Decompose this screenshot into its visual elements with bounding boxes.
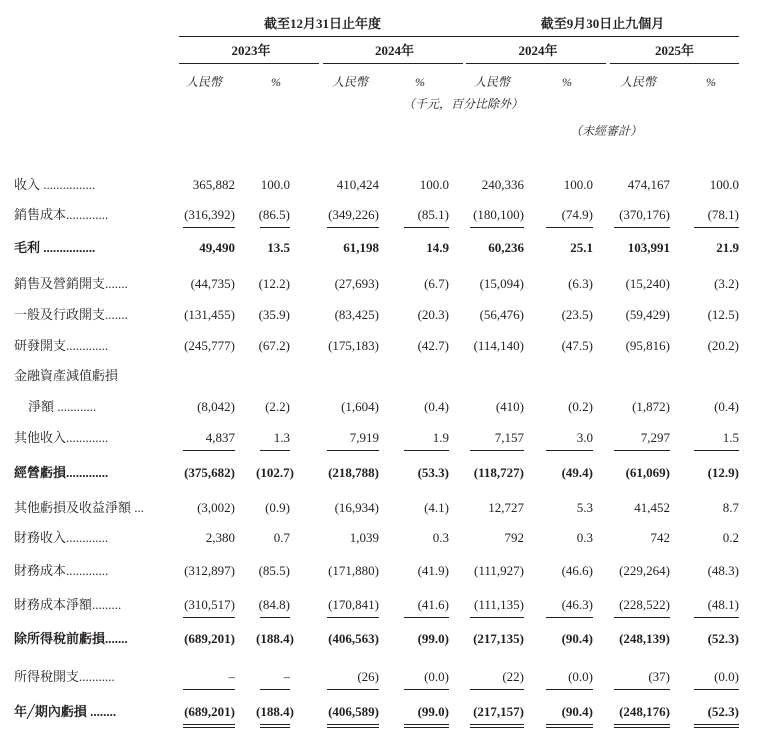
amount-cell: 60,236: [488, 240, 524, 255]
amount-cell: (171,880): [328, 563, 379, 578]
subtotal-rule: [694, 450, 739, 451]
row-label: 銷售及營銷開支.......: [14, 276, 128, 291]
subtotal-rule: [694, 617, 739, 618]
percent-cell: (0.0): [568, 669, 593, 684]
year-underline-2023: [179, 63, 319, 64]
percent-cell: 100.0: [419, 177, 449, 192]
amount-cell: (95,816): [625, 338, 670, 353]
percent-cell: (48.3): [707, 563, 739, 578]
subtotal-rule: [404, 689, 449, 690]
subtotal-rule: [183, 689, 235, 690]
subtotal-rule: [694, 689, 739, 690]
percent-cell: (90.4): [561, 631, 593, 646]
row-label-continued: 淨額 ............: [28, 399, 97, 414]
percent-cell: (0.4): [714, 399, 739, 414]
percent-cell: 21.9: [716, 240, 739, 255]
percent-cell: (41.6): [417, 597, 449, 612]
total-double-rule: [470, 724, 524, 728]
percent-cell: (12.5): [707, 307, 739, 322]
unit-note: （千元，百分比除外）: [403, 97, 524, 111]
total-double-rule: [183, 724, 235, 728]
percent-cell: (4.1): [424, 500, 449, 515]
percent-cell: (23.5): [561, 307, 593, 322]
amount-cell: (111,135): [474, 597, 524, 612]
percent-cell: (46.6): [561, 563, 593, 578]
percent-cell: (46.3): [561, 597, 593, 612]
amount-cell: (218,788): [328, 465, 379, 480]
row-label: 財務成本淨額.........: [14, 597, 122, 612]
percent-cell: 1.9: [432, 430, 449, 445]
currency-label-1: 人民幣: [186, 75, 223, 89]
subtotal-rule: [404, 617, 449, 618]
percent-cell: (85.5): [258, 563, 290, 578]
amount-cell: (310,517): [184, 597, 235, 612]
amount-cell: (175,183): [328, 338, 379, 353]
amount-cell: (370,176): [619, 207, 670, 222]
row-label: 收入 ................: [14, 177, 96, 192]
unaudited-note: （未經審計）: [570, 124, 643, 138]
amount-cell: 1,039: [349, 530, 379, 545]
amount-cell: 12,727: [488, 500, 524, 515]
percent-cell: (0.0): [714, 669, 739, 684]
percent-cell: (0.2): [568, 399, 593, 414]
amount-cell: (118,727): [473, 465, 524, 480]
group-underline-nine-months: [466, 36, 739, 37]
amount-cell: 474,167: [627, 177, 670, 192]
total-double-rule: [546, 724, 593, 728]
percent-cell: 8.7: [722, 500, 739, 515]
percent-cell: 14.9: [426, 240, 449, 255]
percent-cell: –: [283, 669, 290, 684]
percent-cell: 0.2: [722, 530, 739, 545]
total-double-rule: [327, 724, 379, 728]
subtotal-rule: [260, 617, 290, 618]
percent-label-4: %: [706, 75, 716, 89]
subtotal-rule: [546, 450, 593, 451]
amount-cell: (59,429): [625, 307, 670, 322]
amount-cell: 7,157: [494, 430, 524, 445]
subtotal-rule: [546, 617, 593, 618]
amount-cell: (217,157): [473, 704, 524, 719]
amount-cell: (689,201): [184, 704, 235, 719]
amount-cell: (312,897): [184, 563, 235, 578]
subtotal-rule: [327, 689, 379, 690]
row-label: 所得稅開支...........: [14, 669, 115, 684]
percent-cell: (12.9): [707, 465, 739, 480]
percent-label-1: %: [271, 75, 281, 89]
amount-cell: (349,226): [328, 207, 379, 222]
percent-label-2: %: [415, 75, 425, 89]
amount-cell: (229,264): [619, 563, 670, 578]
amount-cell: (1,872): [632, 399, 670, 414]
amount-cell: 4,837: [205, 430, 235, 445]
subtotal-rule: [470, 689, 524, 690]
year-header-2023: 2023年: [231, 43, 271, 58]
percent-cell: (188.4): [256, 631, 294, 646]
total-double-rule: [404, 724, 449, 728]
subtotal-rule: [260, 450, 290, 451]
amount-cell: (16,934): [334, 500, 379, 515]
percent-cell: (52.3): [707, 631, 739, 646]
amount-cell: (406,589): [328, 704, 379, 719]
period-underline-2024: [466, 63, 606, 64]
amount-cell: (180,100): [473, 207, 524, 222]
percent-cell: (6.7): [424, 276, 449, 291]
percent-cell: (20.3): [417, 307, 449, 322]
subtotal-rule: [470, 617, 524, 618]
amount-cell: (316,392): [184, 207, 235, 222]
amount-cell: 742: [650, 530, 670, 545]
amount-cell: 103,991: [627, 240, 670, 255]
subtotal-rule: [260, 689, 290, 690]
amount-cell: (8,042): [197, 399, 235, 414]
subtotal-rule: [404, 227, 449, 228]
percent-cell: (6.3): [568, 276, 593, 291]
subtotal-rule: [183, 617, 235, 618]
subtotal-rule: [183, 227, 235, 228]
period-header-2025: 2025年: [654, 43, 694, 58]
percent-cell: 100.0: [260, 177, 290, 192]
year-underline-2024: [323, 63, 463, 64]
percent-cell: (47.5): [561, 338, 593, 353]
percent-cell: (78.1): [707, 207, 739, 222]
amount-cell: (375,682): [184, 465, 235, 480]
amount-cell: (15,240): [625, 276, 670, 291]
row-label: 銷售成本.............: [14, 207, 109, 222]
percent-cell: (2.2): [265, 399, 290, 414]
percent-cell: 100.0: [563, 177, 593, 192]
period-underline-2025: [610, 63, 739, 64]
amount-cell: 7,919: [349, 430, 379, 445]
subtotal-rule: [614, 227, 670, 228]
percent-cell: (102.7): [256, 465, 294, 480]
amount-cell: 792: [504, 530, 524, 545]
currency-label-3: 人民幣: [474, 75, 511, 89]
amount-cell: 410,424: [336, 177, 379, 192]
percent-cell: (84.8): [258, 597, 290, 612]
group-header-nine-months: 截至9月30日止九個月: [540, 16, 665, 31]
row-label: 財務收入.............: [14, 530, 109, 545]
percent-cell: (12.2): [258, 276, 290, 291]
row-label: 金融資產減值虧損: [14, 368, 119, 383]
percent-cell: 0.7: [273, 530, 290, 545]
amount-cell: (83,425): [334, 307, 379, 322]
percent-cell: 1.3: [273, 430, 290, 445]
amount-cell: (131,455): [184, 307, 235, 322]
total-double-rule: [260, 724, 290, 728]
percent-cell: (67.2): [258, 338, 290, 353]
currency-label-4: 人民幣: [620, 75, 657, 89]
group-header-year: 截至12月31日止年度: [263, 16, 381, 31]
amount-cell: (15,094): [479, 276, 524, 291]
total-double-rule: [614, 724, 670, 728]
amount-cell: (3,002): [197, 500, 235, 515]
subtotal-rule: [183, 450, 235, 451]
amount-cell: (37): [648, 669, 670, 684]
percent-cell: (85.1): [417, 207, 449, 222]
amount-cell: (61,069): [625, 465, 670, 480]
amount-cell: 2,380: [205, 530, 235, 545]
percent-cell: (86.5): [258, 207, 290, 222]
subtotal-rule: [404, 450, 449, 451]
percent-cell: (41.9): [417, 563, 449, 578]
row-label: 經營虧損.............: [14, 465, 109, 480]
percent-cell: (90.4): [561, 704, 593, 719]
year-header-2024: 2024年: [374, 43, 414, 58]
percent-cell: (0.9): [265, 500, 290, 515]
amount-cell: (26): [357, 669, 379, 684]
period-header-2024: 2024年: [518, 43, 558, 58]
row-label: 一般及行政開支.......: [14, 307, 128, 322]
group-underline-year: [179, 36, 466, 37]
percent-cell: (99.0): [417, 631, 449, 646]
row-label: 年╱期內虧損 ........: [14, 704, 117, 719]
row-label: 毛利 ................: [14, 240, 96, 255]
percent-cell: (0.4): [424, 399, 449, 414]
percent-cell: (3.2): [714, 276, 739, 291]
total-double-rule: [694, 724, 739, 728]
percent-cell: 13.5: [267, 240, 290, 255]
subtotal-rule: [546, 227, 593, 228]
percent-cell: 0.3: [432, 530, 449, 545]
subtotal-rule: [327, 450, 379, 451]
amount-cell: 240,336: [481, 177, 524, 192]
row-label: 財務成本.............: [14, 563, 109, 578]
row-label: 除所得稅前虧損.......: [14, 631, 128, 646]
amount-cell: –: [228, 669, 235, 684]
subtotal-rule: [614, 450, 670, 451]
amount-cell: (245,777): [184, 338, 235, 353]
percent-cell: (20.2): [707, 338, 739, 353]
percent-cell: (48.1): [707, 597, 739, 612]
amount-cell: (22): [502, 669, 524, 684]
amount-cell: 49,490: [199, 240, 235, 255]
percent-cell: (0.0): [424, 669, 449, 684]
percent-cell: (99.0): [417, 704, 449, 719]
percent-cell: 25.1: [570, 240, 593, 255]
subtotal-rule: [327, 617, 379, 618]
percent-cell: (74.9): [561, 207, 593, 222]
subtotal-rule: [694, 227, 739, 228]
amount-cell: (44,735): [190, 276, 235, 291]
subtotal-rule: [614, 617, 670, 618]
percent-label-3: %: [562, 75, 572, 89]
amount-cell: (170,841): [328, 597, 379, 612]
row-label: 研發開支.............: [14, 338, 109, 353]
row-label: 其他收入.............: [14, 430, 109, 445]
amount-cell: (228,522): [619, 597, 670, 612]
amount-cell: 41,452: [634, 500, 670, 515]
percent-cell: 0.3: [576, 530, 593, 545]
amount-cell: (406,563): [328, 631, 379, 646]
percent-cell: (52.3): [707, 704, 739, 719]
amount-cell: (410): [495, 399, 524, 414]
amount-cell: (689,201): [184, 631, 235, 646]
percent-cell: 100.0: [709, 177, 739, 192]
amount-cell: 61,198: [343, 240, 379, 255]
row-label: 其他虧損及收益淨額 ...: [14, 500, 145, 515]
amount-cell: (1,604): [341, 399, 379, 414]
percent-cell: (188.4): [256, 704, 294, 719]
percent-cell: 5.3: [576, 500, 593, 515]
subtotal-rule: [546, 689, 593, 690]
percent-cell: 3.0: [576, 430, 593, 445]
subtotal-rule: [470, 450, 524, 451]
subtotal-rule: [260, 227, 290, 228]
amount-cell: (217,135): [473, 631, 524, 646]
percent-cell: (35.9): [258, 307, 290, 322]
percent-cell: (42.7): [417, 338, 449, 353]
subtotal-rule: [614, 689, 670, 690]
percent-cell: (49.4): [561, 465, 593, 480]
amount-cell: (111,927): [474, 563, 524, 578]
subtotal-rule: [327, 227, 379, 228]
percent-cell: 1.5: [722, 430, 739, 445]
amount-cell: 7,297: [640, 430, 670, 445]
amount-cell: (248,139): [619, 631, 670, 646]
subtotal-rule: [470, 227, 524, 228]
amount-cell: (27,693): [334, 276, 379, 291]
amount-cell: (248,176): [619, 704, 670, 719]
amount-cell: (114,140): [473, 338, 524, 353]
currency-label-2: 人民幣: [332, 75, 369, 89]
amount-cell: (56,476): [479, 307, 524, 322]
amount-cell: 365,882: [192, 177, 235, 192]
percent-cell: (53.3): [417, 465, 449, 480]
